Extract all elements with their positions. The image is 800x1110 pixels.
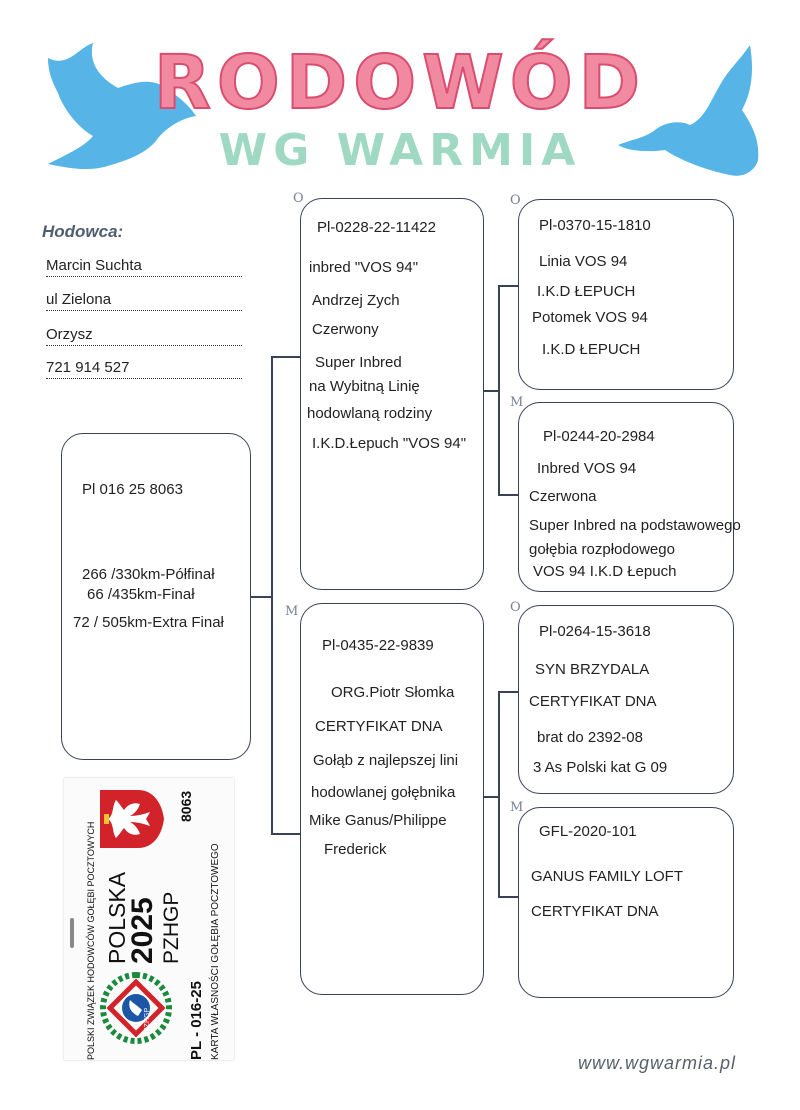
card-year: 2025 xyxy=(126,897,159,964)
logo-text: PZHGP xyxy=(144,1007,151,1032)
bird-result: 72 / 505km-Extra Finał xyxy=(73,614,224,631)
pzhgp-logo-icon xyxy=(100,972,172,1044)
connector-line xyxy=(484,390,499,392)
ff-line: I.K.D ŁEPUCH xyxy=(542,341,641,358)
mother-box xyxy=(300,603,484,995)
connector-line xyxy=(498,494,518,496)
card-org: POLSKI ZWIĄZEK HODOWCÓW GOŁĘBI POCZTOWYCH xyxy=(86,821,96,1060)
fm-mark: M xyxy=(510,395,524,410)
fm-box xyxy=(518,402,741,592)
father-line: hodowlaną rodziny xyxy=(307,405,433,422)
mother-ring: Pl-0435-22-9839 xyxy=(322,637,434,654)
father-box xyxy=(300,198,484,590)
mm-line: CERTYFIKAT DNA xyxy=(531,903,659,920)
connector-line xyxy=(271,356,273,834)
father-mark: O xyxy=(293,191,304,206)
mf-line: SYN BRZYDALA xyxy=(535,661,650,678)
card-country: POLSKA xyxy=(104,871,130,964)
father-ring: Pl-0228-22-11422 xyxy=(317,219,436,236)
ff-mark: O xyxy=(510,193,521,208)
breeder-label: Hodowca: xyxy=(42,222,124,241)
fm-line: Super Inbred na podstawowego xyxy=(529,517,741,534)
father-line: Super Inbred xyxy=(315,354,402,371)
breeder-name: Marcin Suchta xyxy=(46,257,242,277)
mother-line: Frederick xyxy=(324,841,387,858)
bird-result: 266 /330km-Półfinał xyxy=(82,566,215,583)
website-link[interactable]: www.wgwarmia.pl xyxy=(577,1053,736,1073)
bird-ring: Pl 016 25 8063 xyxy=(82,481,183,498)
mf-mark: O xyxy=(510,600,521,615)
page-title: RODOWÓD xyxy=(153,40,647,126)
ff-line: I.K.D ŁEPUCH xyxy=(537,283,636,300)
mf-line: 3 As Polski kat G 09 xyxy=(533,759,668,776)
card-abbr: PZHGP xyxy=(160,891,183,964)
connector-line xyxy=(484,796,499,798)
connector-line xyxy=(498,896,518,898)
fm-line: VOS 94 I.K.D Łepuch xyxy=(533,563,677,580)
breeder-street: ul Zielona xyxy=(46,291,242,311)
mm-box xyxy=(518,807,734,998)
card-caption: KARTA WŁASNOŚCI GOŁĘBIA POCZTOWEGO xyxy=(210,843,221,1060)
bird-box xyxy=(61,433,251,760)
mother-line: hodowlanej gołębnika xyxy=(311,784,456,801)
ff-line: Potomek VOS 94 xyxy=(532,309,648,326)
mm-ring: GFL-2020-101 xyxy=(539,823,637,840)
card-number: 8063 xyxy=(178,790,194,822)
breeder-city: Orzysz xyxy=(46,326,242,346)
connector-line xyxy=(251,596,272,598)
breeder-phone: 721 914 527 xyxy=(46,359,242,379)
fm-line: gołębia rozpłodowego xyxy=(529,541,675,558)
mm-line: GANUS FAMILY LOFT xyxy=(531,868,683,885)
fm-ring: Pl-0244-20-2984 xyxy=(543,428,655,445)
page-subtitle: WG WARMIA xyxy=(218,125,582,176)
mf-line: brat do 2392-08 xyxy=(537,729,643,746)
father-line: na Wybitną Linię xyxy=(309,378,420,395)
polish-emblem-icon xyxy=(98,788,166,850)
father-line: Czerwony xyxy=(312,321,379,338)
father-line: inbred "VOS 94" xyxy=(309,259,419,276)
connector-line xyxy=(498,691,500,897)
card-ring: PL - 016-25 xyxy=(188,981,205,1060)
connector-line xyxy=(271,356,300,358)
mother-mark: M xyxy=(285,604,299,619)
mf-ring: Pl-0264-15-3618 xyxy=(539,623,651,640)
father-line: Andrzej Zych xyxy=(312,292,400,309)
connector-line xyxy=(498,285,500,495)
staple-icon xyxy=(70,918,74,948)
mother-line: ORG.Piotr Słomka xyxy=(331,684,455,701)
ff-box xyxy=(518,199,734,390)
bird-result: 66 /435km-Finał xyxy=(87,586,195,603)
ownership-card xyxy=(64,778,234,1060)
mother-line: Gołąb z najlepszej lini xyxy=(313,752,459,769)
mm-mark: M xyxy=(510,800,524,815)
father-line: I.K.D.Łepuch "VOS 94" xyxy=(312,435,467,452)
fm-line: Czerwona xyxy=(529,488,597,505)
connector-line xyxy=(271,833,300,835)
connector-line xyxy=(498,285,518,287)
mf-line: CERTYFIKAT DNA xyxy=(529,693,657,710)
fm-line: Inbred VOS 94 xyxy=(537,460,637,477)
mf-box xyxy=(518,605,734,794)
mother-line: Mike Ganus/Philippe xyxy=(309,812,447,829)
mother-line: CERTYFIKAT DNA xyxy=(315,718,443,735)
connector-line xyxy=(498,691,518,693)
ff-line: Linia VOS 94 xyxy=(539,253,628,270)
ff-ring: Pl-0370-15-1810 xyxy=(539,217,651,234)
